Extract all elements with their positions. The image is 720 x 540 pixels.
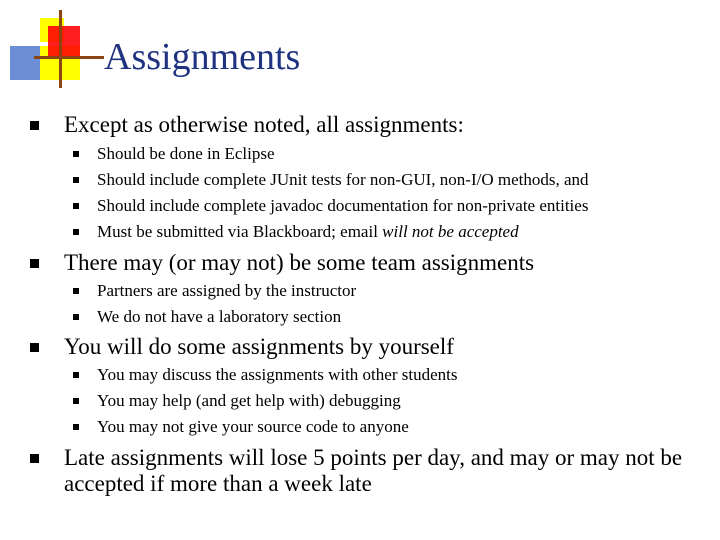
logo-red-square [48,26,80,58]
bullet-marker [30,121,39,130]
bullet-marker [73,424,79,430]
bullet-marker [30,343,39,352]
bullet-1-sub-3 [97,193,588,219]
bullet-marker [30,259,39,268]
bullet-3 [64,334,694,360]
logo-horizontal-line [34,56,104,59]
slide-logo [0,0,100,100]
bullet-2 [64,250,694,276]
bullet-marker [73,177,79,183]
bullet-3-sub-1 [97,362,457,388]
bullet-2-sub-1 [97,278,356,304]
bullet-1-text: Except as otherwise noted, all assignments: [64,112,464,137]
bullet-marker [73,288,79,294]
bullet-marker [73,314,79,320]
sub-bullet-text: Should include complete JUnit tests for non-GUI, non-I/O methods, and [97,170,589,189]
bullet-3-text: You will do some assignments by yourself [64,334,454,359]
sub-bullet-text: We do not have a laboratory section [97,307,342,326]
bullet-1-sub-1 [97,141,275,167]
bullet-1-sub-4 [97,219,519,245]
sub-bullet-emphasis: will not be accepted [382,222,519,241]
slide-title: Assignments [104,36,301,78]
bullet-marker [73,398,79,404]
bullet-2-text: There may (or may not) be some team assignments [64,250,535,275]
sub-bullet-text: Should be done in Eclipse [97,144,275,163]
bullet-4-text: Late assignments will lose 5 points per day, and may or may not be accepted if more than a week late [64,445,683,496]
bullet-2-sub-2 [97,304,341,330]
bullet-1-sub-2 [97,167,589,193]
bullet-marker [73,151,79,157]
sub-bullet-text: Partners are assigned by the instructor [97,281,357,300]
bullet-marker [73,372,79,378]
sub-bullet-text: Should include complete javadoc documentation for non-private entities [97,196,589,215]
bullet-marker [30,454,39,463]
bullet-4 [64,445,694,497]
bullet-marker [73,229,79,235]
logo-vertical-line [59,10,62,88]
sub-bullet-text: You may help (and get help with) debugging [97,391,401,410]
bullet-1 [64,112,694,138]
sub-bullet-text: Must be submitted via Blackboard; email [97,222,383,241]
bullet-3-sub-2 [97,388,401,414]
sub-bullet-text: You may not give your source code to anyone [97,417,409,436]
sub-bullet-text: You may discuss the assignments with other students [97,365,458,384]
bullet-3-sub-3 [97,414,409,440]
bullet-marker [73,203,79,209]
